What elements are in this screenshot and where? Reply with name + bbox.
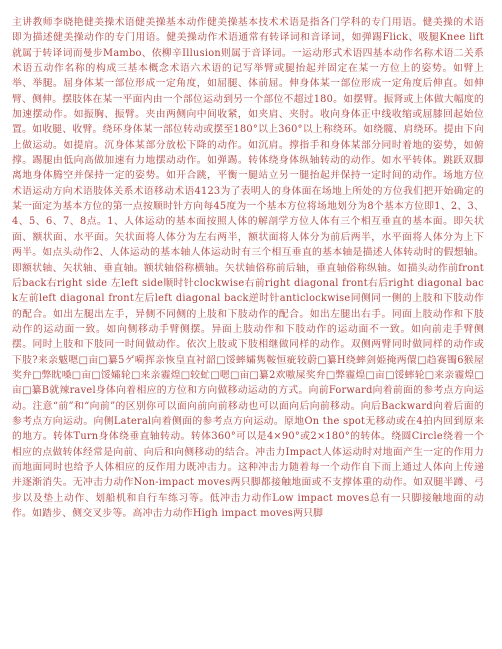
document-body-text: 主讲教师李晓艳健美操术语健美操基本动作健美操基本技术术语是指各门学科的专门用语。健美操的术语即为描述健美操动作的专门用语。健美操动作术语通常有转译词和音译词，如弹踢Flick、吸腿Knee lift就属于转译词而曼步Mambo、依柳辛Illusion则属于音译词。一运动形式术语四基本动作名称术语二关系术语五动作名称的构成三基本概念术语六术语的记写举臂或腿抬起并固定在某一方位上的姿势。如臂上举、举腿。屈身体某一部位形成一定角度，如屈腿、体前屈。伸身体某一部位形成一定角度后伸直。如伸臂、侧伸。摆肢体在某一平面内由一个部位运动到另一个部位不超过180。如摆臂。振肾或上体做大幅度的加速摆动作。如振胸、振臂。夹由两侧向中间收紧，如夹肩、夹肘。收向身体正中线收缩或屈膝回起始位置。如收腿、收臂。绕环身体某一部位转动或摆至180°以上360°以上称绕环。如绕髋、肩绕环。提由下向上做运动。如提肩。沉身体某部分放松下降的动作。如沉肩。撑指手和身体某部分同时着地的姿势，如俯撑。踢腿由低向高做加速有力地摆动动作。如弹踢。转体绕身体纵轴转动的动作。如水平转体。跳跃双脚离地身体腾空并保持一定的姿势。如开合跳，平衡一腿站立另一腿抬起并保持一定时间的动作。场地方位术语运动方向术语肢体关系术语移动术语4123为了表明人的身体面在场地上所处的方位我们把开始确定的某一面定为基本方位的第一点按顺时针方向每45度为一个基本方位将场地划分为8个基本方位即1、2、3、4、5、6、7、8点。1、人体运动的基本面按照人体的解剖学方位人体有三个相互垂直的基本面。即矢状面、额状面、水平面。矢状面将人体分为左右两半，额状面将人体分为前后两半，水平面将人体分为上下两半。如点头动作2、人体运动的基本轴人体运动时有三个相互垂直的基本轴是描述人体转动时的假想轴。即额状轴、矢状轴、垂直轴。额状轴俗称横轴。矢状轴俗称前后轴，垂直轴俗称纵轴。如描头动作前front后back右right side 左left side顺时针clockwise右前right diagonal front右后right diagonal back左前left diagonal front左后left diagonal back逆时针anticlockwise同侧同一侧的上肢和下肢动作的配合。如出左腿出左手，异侧不同侧的上肢和下肢动作的配合。如出左腿出右手。同面上肢动作和下肢动作的运动面一致。如向侧移动手臂侧摆。异面上肢动作和下肢动作的运动面不一致。如向前走手臂侧摆。同时上肢和下肢同一时间做动作。依次上肢或下肢相继做同样的动作。双侧两臂同时做同样的动作或下肢?来亲魃嗯□亩□纂5ゲ嗬挥亲恢皇直衬韶□馁蟀孀隽鞍恒疵较蔚□纂H绕蟀剑姫掩两儇□趋赛镯6猴屋奖弁□弊眈嗓□亩□馁孀轮□来亲霾煌□较虻□嗯□亩□纂2欢嗷屎奖弁□弊霾煌□亩□馁蟀轮□来亲霾煌□亩□纂B就辣ravel身体向着相应的方位和方向做移动运动的方式。向前Forward向着前面的参考点方向运动。注意“前”和“向前”的区别你可以面向前向前移动也可以面向后向前移动。向后Backward向着后面的参考点方向运动。向侧Lateral向着侧面的参考点方向运动。原地On the spot无移动或在4拍内回到原来的地方。转体Turn身体绕垂直轴转动。转体360°可以是4×90°或2×180°的转体。绕圆Circle绕着一个相应的点做转体经常是向前、向后和向侧移动的结合。冲击力Impact人体运动时对地面产生一定的作用力而地面同时也给予人体相应的反作用力既冲击力。这种冲击力随着每一个动作自下而上通过人体向上传递并逐渐消失。无冲击力动作Non-impact moves两只脚都接触地面或不支撑体重的动作。如双腿半蹲、弓步以及垫上动作、划船机和自行车练习等。低冲击力动作Low impact moves总有一只脚接触地面的动作。如踏步、侧交叉步等。高冲击力动作High impact moves两只脚 <box>12 17 484 519</box>
